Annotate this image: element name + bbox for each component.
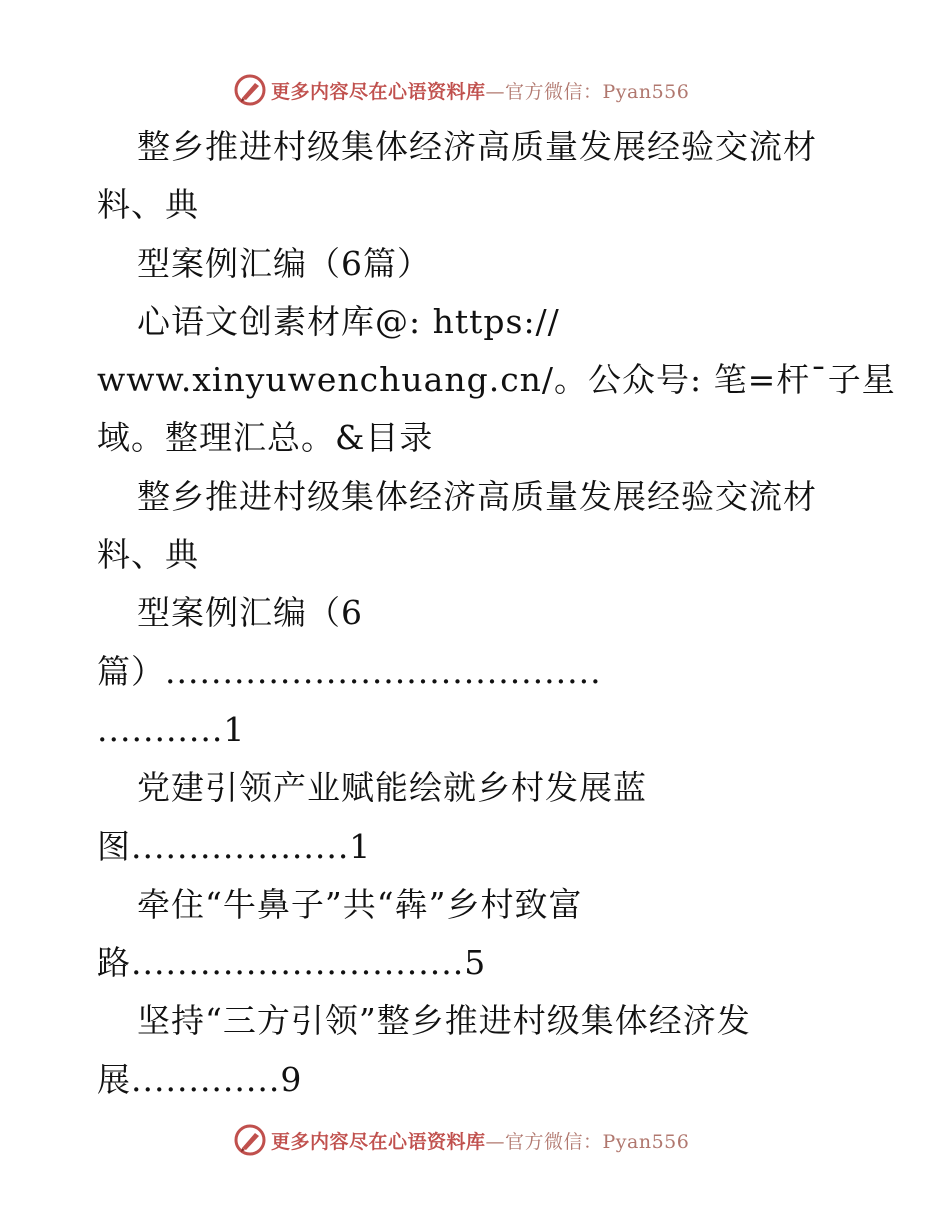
text-line: 展.............9 — [97, 1059, 303, 1099]
text-line: 料、典 — [97, 535, 199, 575]
text-line: 图...................1 — [97, 826, 372, 866]
text-line: 料、典 — [97, 185, 199, 225]
text-line: 牵住“牛鼻子”共“犇”乡村致富 — [137, 884, 583, 924]
text-line: 党建引领产业赋能绘就乡村发展蓝 — [137, 768, 647, 808]
pen-circle-logo-icon — [233, 1123, 267, 1157]
watermark-text: 更多内容尽在心语资料库—官方微信：Pyan556 — [271, 1130, 690, 1153]
watermark-text: 更多内容尽在心语资料库—官方微信：Pyan556 — [271, 80, 690, 103]
text-line: 心语文创素材库@: https:// — [137, 301, 560, 341]
text-line: 路.............................5 — [97, 943, 487, 983]
text-line: 篇）...................................... — [97, 651, 602, 691]
text-line: www.xinyuwenchuang.cn/。公众号: 笔=杆¯子星 — [97, 360, 896, 400]
text-line: 坚持“三方引领”整乡推进村级集体经济发 — [137, 1001, 751, 1041]
pen-circle-logo-icon — [233, 73, 267, 107]
text-line: 整乡推进村级集体经济高质量发展经验交流材 — [137, 127, 817, 166]
text-line: 域。整理汇总。&目录 — [97, 418, 434, 458]
text-line: 型案例汇编（6 — [137, 593, 363, 633]
watermark-footer — [233, 1122, 689, 1158]
text-line: ...........1 — [97, 709, 246, 749]
text-line: 型案例汇编（6篇） — [137, 243, 431, 283]
text-line: 整乡推进村级集体经济高质量发展经验交流材 — [137, 476, 817, 516]
watermark-header — [233, 72, 689, 108]
document-body — [97, 118, 896, 1109]
